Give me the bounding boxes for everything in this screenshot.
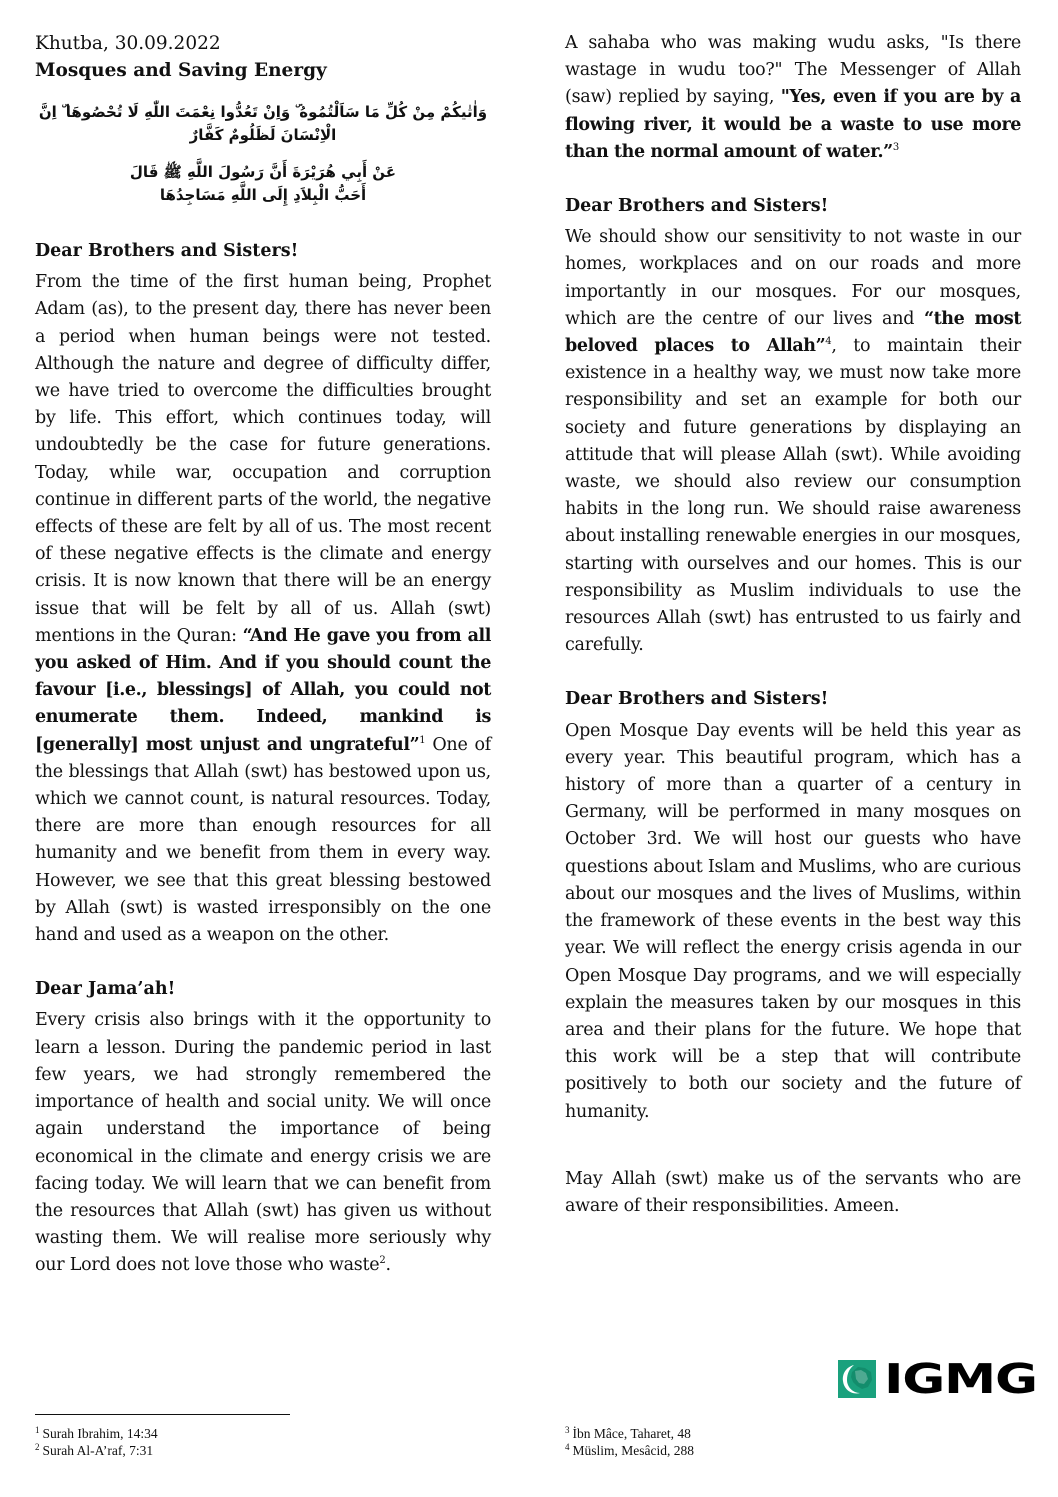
section-heading-1: Dear Brothers and Sisters!: [35, 241, 299, 261]
footnote-number: 4: [565, 1441, 570, 1452]
section-paragraph-5: Open Mosque Day events will be held this year as every year. This beautiful program, which has a history of more than a quarter of a century in Germany, will be performed in many mosques on October 3rd. We will host our guests who have questions about Islam and Muslims, who are curious about our mosques and the lives of Muslims, within the framework of these events in the best way this year. We will reflect the energy crisis agenda in our Open Mosque Day programs, and we will especially explain the measures taken by our mosques in this area and their plans for the future. We hope that this work will be a step that will contribute positively to both our society and the future of humanity.: [565, 720, 1021, 1122]
paragraph-text: , to maintain their existence in a healthy way, we must now take more responsibility and set an example for both our society and future generations by displaying an attitude that will please Allah (swt). While avoiding waste, we should also review our consumption habits in the long run. We should raise awareness about installing renewable energies in our mosques, starting with ourselves and our homes. This is our responsibility as Muslim individuals to use the resources Allah (swt) has entrusted to us fairly and carefully.: [565, 336, 1022, 656]
logo-wordmark: IGMG: [884, 1355, 1037, 1403]
section-heading-5: Dear Brothers and Sisters!: [565, 689, 829, 710]
section-paragraph-4: [565, 224, 1021, 659]
left-column: [35, 30, 491, 1280]
paragraph-text: One of the blessings that Allah (swt) has bestowed upon us, which we cannot count, is natural resources. Today, there are more than enough resources for all humanity and we benefit from them in every way. However, we see that this great blessing bestowed by Allah (swt) is wasted irresponsibly on the one hand and used as a weapon on the other.: [35, 734, 491, 946]
paragraph-text: We should show our sensitivity to not waste in our homes, workplaces and on our roads and more importantly in our mosques. For our mosques, which are the centre of our lives and: [565, 227, 1021, 329]
footnote-text: Surah Ibrahim, 14:34: [42, 1426, 158, 1441]
footnote-text: İbn Mâce, Taharet, 48: [572, 1426, 691, 1441]
footnote-4: [565, 1442, 694, 1459]
paragraph-text: From the time of the first human being, Prophet Adam (as), to the present day, there has never been a period when human beings were not tested. Although the nature and degree of difficulty differ, we have tried to overcome the difficulties brought by life. This effort, which continues today, will undoubtedly be the case for future generations. Today, while war, occupation and corruption continue in different parts of the world, the negative effects of these are felt by all of us. The most recent of these negative effects is the climate and energy crisis. It is now known that there will be an energy issue that will be felt by all of us. Allah (swt) mentions in the Quran:: [35, 272, 491, 646]
section-heading-4: Dear Brothers and Sisters!: [565, 196, 829, 217]
hadith-arabic: [35, 161, 491, 207]
footnote-text: Müslim, Mesâcid, 288: [572, 1443, 694, 1458]
footnotes-right: [565, 1425, 694, 1459]
igmg-logo: [838, 1355, 1037, 1403]
quran-quote: “And He gave you from all you asked of Him. And if you should count the favour [i.e., blessings] of Allah, you could not enumerate them. Indeed, mankind is [generally] most unjust and ungrateful”: [35, 625, 491, 755]
footnote-ref-4[interactable]: 4: [825, 336, 832, 348]
section-paragraph-1: [35, 269, 491, 949]
footnote-2: [35, 1442, 158, 1459]
section-paragraph-2: [35, 1007, 491, 1279]
footnote-1: [35, 1425, 158, 1442]
footnote-number: 3: [565, 1424, 570, 1435]
verse-line-1: وَاٰتٰيكُمْ مِنْ كُلِّ مَا سَاَلْتُمُوهُ ۜ وَاِنْ تَعُدُّوا نِعْمَتَ اللّٰهِ لَا تُحْصُوهَا ۜ اِنَّ: [38, 103, 488, 121]
section-paragraph-3: [565, 30, 1021, 166]
section-heading-2: Dear Jama’ah!: [35, 979, 176, 1000]
footnote-divider: [35, 1414, 290, 1415]
footnote-ref-1[interactable]: 1: [419, 734, 426, 746]
page-title: Mosques and Saving Energy: [35, 60, 327, 81]
hadith-quote: “the most beloved places to Allah”: [565, 308, 1021, 357]
footnote-number: 1: [35, 1424, 40, 1435]
date-line: Khutba, 30.09.2022: [35, 33, 221, 54]
right-column: [565, 30, 1021, 1220]
paragraph-text: .: [385, 1255, 391, 1276]
footnote-number: 2: [35, 1441, 40, 1452]
crescent-globe-icon: [838, 1360, 876, 1398]
footnote-ref-3[interactable]: 3: [892, 141, 899, 153]
hadith-quote: "Yes, even if you are by a flowing river, it would be a waste to use more than the normal amount of water.”: [565, 87, 1021, 162]
paragraph-text: A sahaba who was making wudu asks, "Is there wastage in wudu too?" The Messenger of Allah (saw) replied by saying,: [565, 33, 1021, 108]
closing-dua: May Allah (swt) make us of the servants who are aware of their responsibilities. Ameen.: [565, 1168, 1021, 1216]
footnote-ref-2[interactable]: 2: [379, 1255, 386, 1267]
verse-line-2: الْاِنْسَانَ لَظَلُومٌ كَفَّارٌ: [189, 126, 337, 144]
footnotes-left: [35, 1425, 158, 1459]
hadith-line-1: عَنْ أَبِي هُرَيْرَةَ أَنَّ رَسُولَ اللَّهِ ﷺ قَالَ: [129, 163, 397, 181]
footnote-3: [565, 1425, 694, 1442]
paragraph-text: Every crisis also brings with it the opportunity to learn a lesson. During the pandemic period in last few years, we had strongly remembered the importance of health and social unity. We will once again understand the importance of being economical in the climate and energy crisis we are facing today. We will learn that we can benefit from the resources that Allah (swt) has given us without wasting them. We will realise more seriously why our Lord does not love those who waste: [35, 1010, 491, 1276]
quran-verse-arabic: [35, 101, 491, 147]
footnote-text: Surah Al-A’raf, 7:31: [42, 1443, 154, 1458]
hadith-line-2: أَحَبُّ الْبِلاَدِ إِلَى اللَّهِ مَسَاجِدُهَا: [159, 186, 367, 204]
